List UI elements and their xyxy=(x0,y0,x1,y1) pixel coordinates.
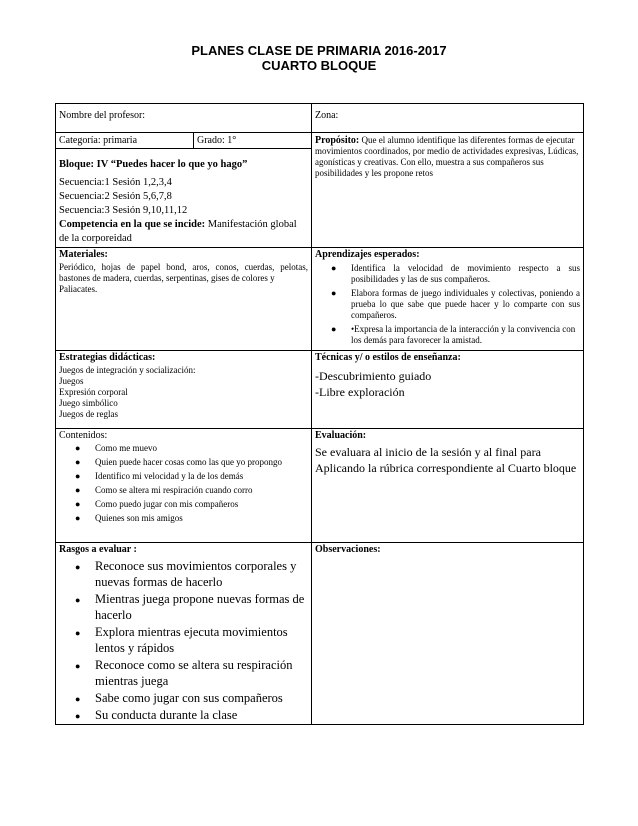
zona-label: Zona: xyxy=(315,110,339,121)
rasgos-cell xyxy=(56,543,312,725)
row-estrategias xyxy=(56,351,584,429)
profesor-label: Nombre del profesor: xyxy=(59,110,146,121)
bullet-icon: ● xyxy=(75,711,81,721)
evaluacion-text: Se evaluara al inicio de la sesión y al final para Aplicando la rúbrica correspondiente al Cuarto bloque xyxy=(315,445,577,475)
competencia-label: Competencia en la que se incide: xyxy=(59,219,206,230)
estrategia-item: Juegos de reglas xyxy=(59,409,118,419)
secuencia-3: Secuencia:3 Sesión 9,10,11,12 xyxy=(59,205,188,216)
bloque-title: Bloque: IV “Puedes hacer lo que yo hago” xyxy=(59,159,248,170)
aprendizajes-cell xyxy=(312,248,584,351)
document-subtitle: CUARTO BLOQUE xyxy=(261,58,377,73)
estrategias-label: Estrategias didácticas: xyxy=(59,352,156,363)
bullet-icon: ● xyxy=(75,485,81,495)
rasgos-list xyxy=(59,558,308,723)
row-rasgos xyxy=(56,543,584,725)
rasgo-item: ● Reconoce como se altera su respiración mientras juega xyxy=(75,658,293,688)
contenido-item: ● Como se altera mi respiración cuando corro xyxy=(75,485,253,495)
aprendizaje-item: ● Elabora formas de juego individuales y colectivas, poniendo a prueba lo que sabe que puede hacer y lo comparte con sus compañeros. xyxy=(331,288,580,320)
proposito-cell xyxy=(312,133,584,248)
observaciones-label: Observaciones: xyxy=(315,544,381,555)
categoria-text: Categoría: primaria xyxy=(59,135,138,146)
materiales-label: Materiales: xyxy=(59,249,108,260)
contenido-item: ● Como me muevo xyxy=(75,443,157,453)
bullet-icon: ● xyxy=(331,288,337,298)
tecnica-item: -Libre exploración xyxy=(315,385,405,399)
bullet-icon: ● xyxy=(75,471,81,481)
rasgo-item: ● Explora mientras ejecuta movimientos lentos y rápidos xyxy=(75,625,288,655)
profesor-cell xyxy=(56,104,312,133)
contenido-item: ● Identifico mi velocidad y la de los demás xyxy=(75,471,244,481)
estrategia-item: Juegos de integración y socialización: xyxy=(59,365,196,375)
aprendizajes-label: Aprendizajes esperados: xyxy=(315,249,420,260)
secuencia-2: Secuencia:2 Sesión 5,6,7,8 xyxy=(59,191,172,202)
secuencia-1: Secuencia:1 Sesión 1,2,3,4 xyxy=(59,177,172,188)
evaluacion-label: Evaluación: xyxy=(315,430,367,441)
competencia-value: Manifestación global de la corporeidad xyxy=(59,219,297,244)
row-categoria xyxy=(56,133,584,149)
bullet-icon: ● xyxy=(75,562,81,572)
proposito-label: Propósito: xyxy=(315,135,360,146)
bullet-icon: ● xyxy=(75,661,81,671)
materiales-cell xyxy=(56,248,312,351)
bullet-icon: ● xyxy=(331,324,337,334)
tecnica-item: -Descubrimiento guiado xyxy=(315,369,432,383)
estrategias-cell xyxy=(56,351,312,429)
rasgo-item: ● Mientras juega propone nuevas formas de hacerlo xyxy=(75,592,305,622)
bullet-icon: ● xyxy=(75,443,81,453)
observaciones-cell xyxy=(312,543,584,725)
categoria-cell xyxy=(56,133,194,149)
rasgo-item: ● Sabe como jugar con sus compañeros xyxy=(75,691,283,705)
row-materiales xyxy=(56,248,584,351)
bullet-icon: ● xyxy=(75,595,81,605)
bullet-icon: ● xyxy=(331,263,337,273)
tecnicas-label: Técnicas y/ o estilos de enseñanza: xyxy=(315,352,461,363)
bloque-cell xyxy=(56,149,312,248)
contenidos-cell xyxy=(56,429,312,543)
zona-cell xyxy=(312,104,584,133)
evaluacion-cell xyxy=(312,429,584,543)
row-profesor xyxy=(56,104,584,133)
bullet-icon: ● xyxy=(75,513,81,523)
contenidos-list xyxy=(59,443,308,524)
grado-cell xyxy=(194,133,312,149)
contenidos-label: Contenidos: xyxy=(59,430,108,441)
lesson-plan-table xyxy=(55,103,584,725)
bullet-icon: ● xyxy=(75,694,81,704)
rasgo-item: ● Su conducta durante la clase xyxy=(75,708,238,722)
bullet-icon: ● xyxy=(75,499,81,509)
contenido-item: ● Quienes son mis amigos xyxy=(75,513,183,523)
contenido-item: ● Quien puede hacer cosas como las que yo propongo xyxy=(75,457,282,467)
competencia-text xyxy=(59,218,308,246)
rasgos-label: Rasgos a evaluar : xyxy=(59,544,137,555)
proposito-text: Que el alumno identifique las diferentes formas de ejecutar movimientos coordinados, por medio de actividades expresivas, Lúdicas, agonísticas y creativas. Con ello, muestra a sus compañeros sus posibilidades y les propone retos xyxy=(315,135,579,178)
aprendizaje-item: ● •Expresa la importancia de la interacción y la convivencia con los demás para favorecer la amistad. xyxy=(331,324,576,345)
grado-text: Grado: 1° xyxy=(197,135,237,146)
row-contenidos xyxy=(56,429,584,543)
rasgo-item: ● Reconoce sus movimientos corporales y nuevas formas de hacerlo xyxy=(75,559,297,589)
bullet-icon: ● xyxy=(75,457,81,467)
estrategia-item: Juegos xyxy=(59,376,84,386)
tecnicas-cell xyxy=(312,351,584,429)
materiales-text: Periódico, hojas de papel bond, aros, conos, cuerdas, pelotas, bastones de madera, cuerdas, serpentinas, gises de colores y xyxy=(59,262,308,283)
document-title: PLANES CLASE DE PRIMARIA 2016-2017 xyxy=(191,43,447,58)
materiales-extra: Paliacates. xyxy=(59,284,98,294)
estrategia-item: Expresión corporal xyxy=(59,387,128,397)
bullet-icon: ● xyxy=(75,628,81,638)
contenido-item: ● Como puedo jugar con mis compañeros xyxy=(75,499,239,509)
aprendizajes-list xyxy=(315,263,580,346)
estrategia-item: Juego simbólico xyxy=(59,398,118,408)
aprendizaje-item: ● Identifica la velocidad de movimiento respecto a sus posibilidades y las de sus compañeros. xyxy=(331,263,580,284)
